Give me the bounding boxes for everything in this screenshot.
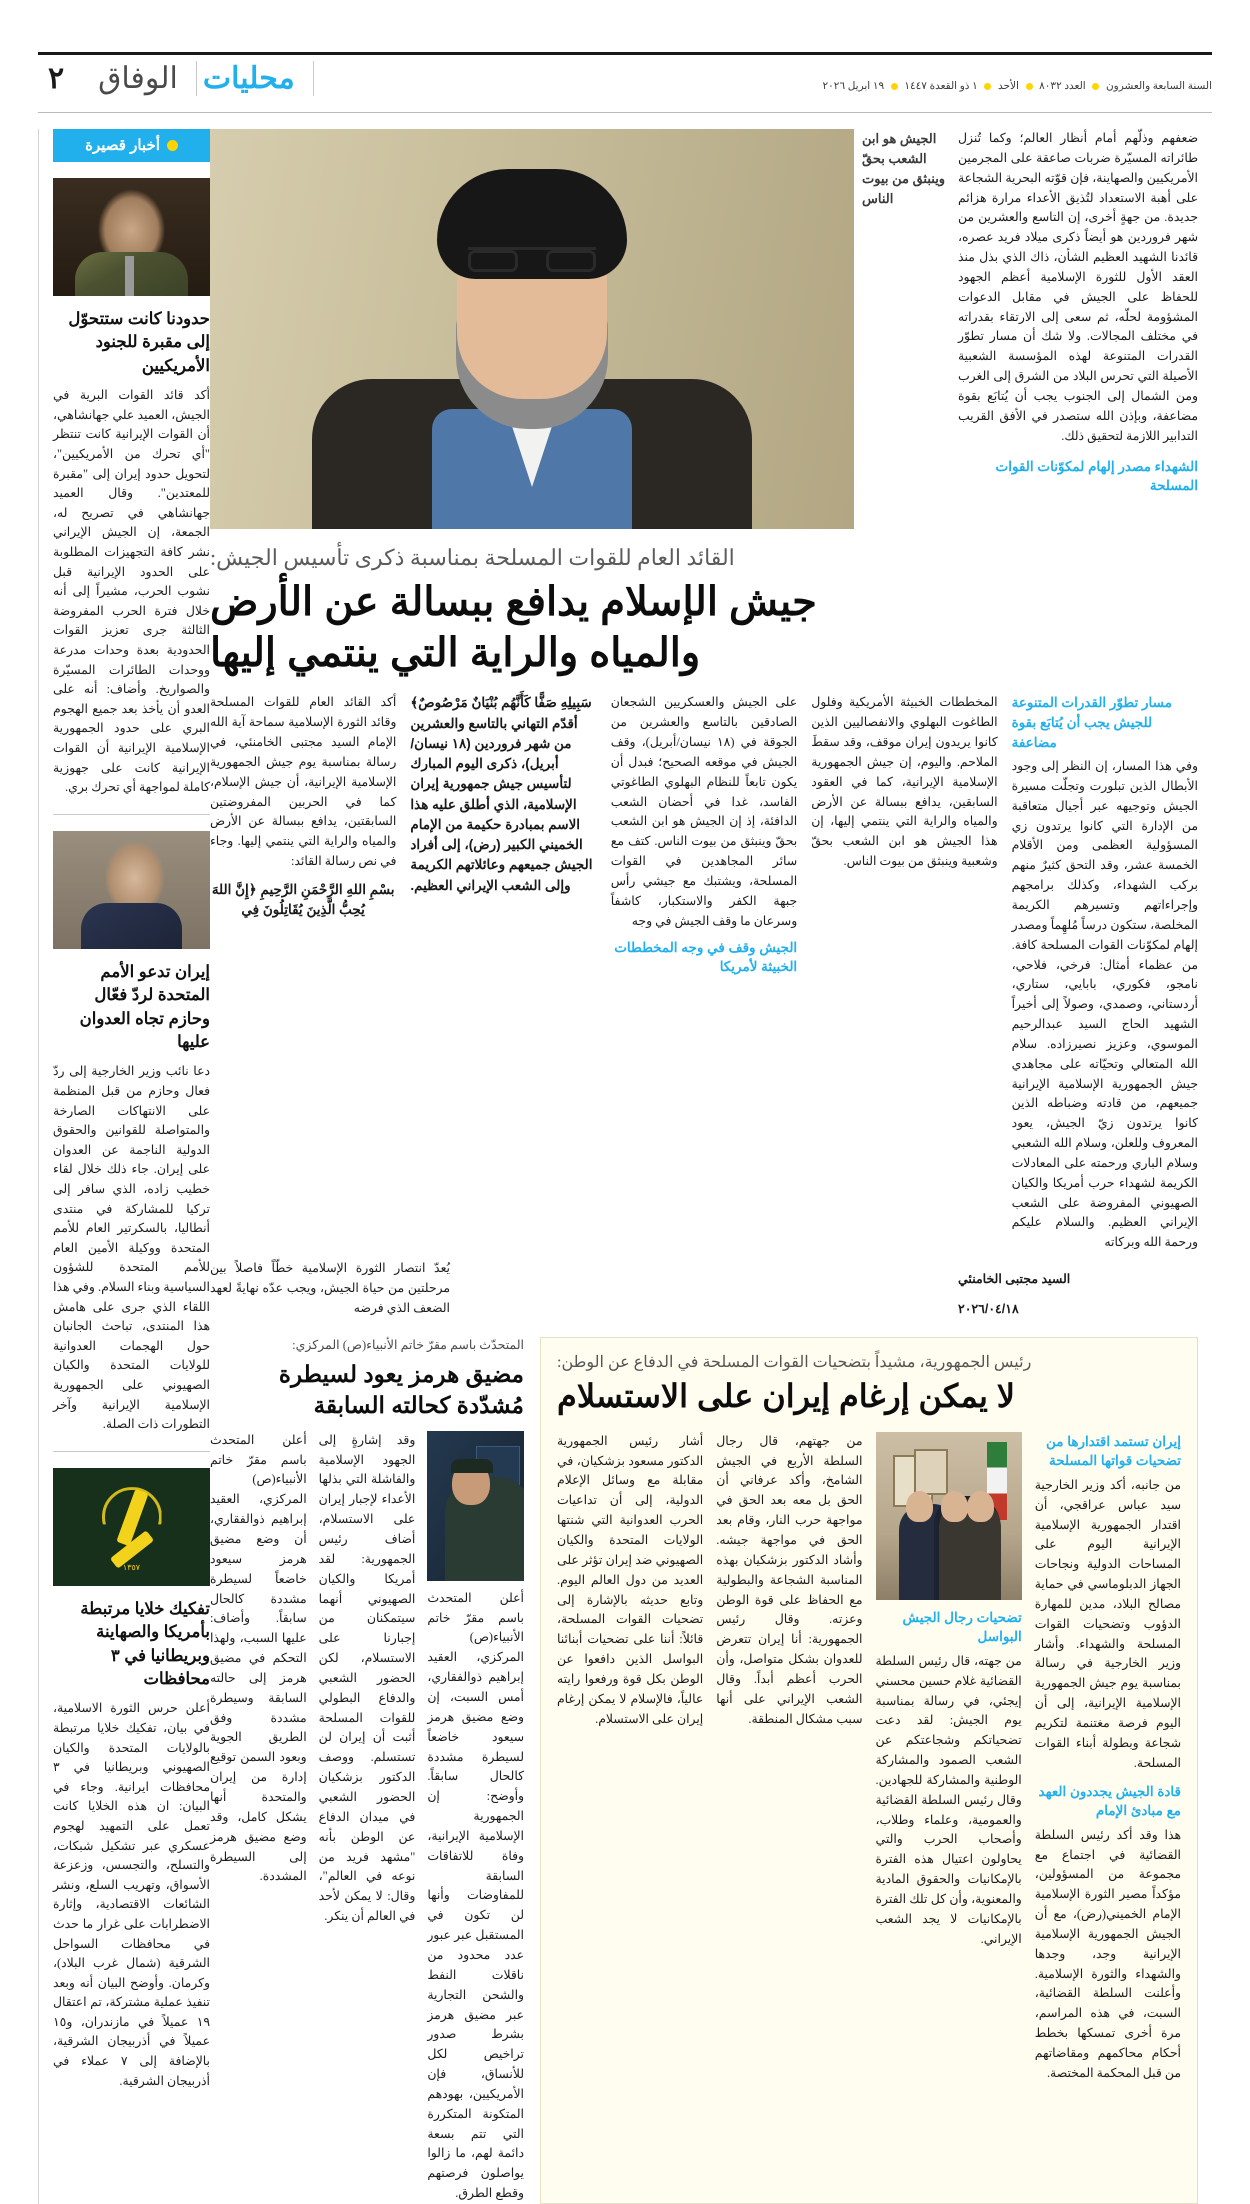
lower-right-column-2-body: وقد إشارةٍ إلى الجهود الإسلامية والفاشلة التي بذلها الأعداء لإجبار إيران على الاستسلام، أضاف رئيس الجمهورية: لقد أمريكا والكيان الصهيوني أنهما سيتمكنان من إجبارنا على الاستسلام، لكن الحضور الشعبي والدفاع البطولي للقوات المسلحة أثبت أن إيران لن تستسلم. ووصف الدكتور بزشكيان الحضور الشعبي في ميدان الدفاع عن الوطن بأنه "مشهد فريد من نوعه في العالم"، وقال: لا يمكن لأحد في العالم أن ينكر. bbox=[318, 1432, 416, 1924]
irgc-emblem bbox=[53, 1468, 210, 1586]
lower-right-article bbox=[210, 1337, 540, 2204]
newspaper-page bbox=[0, 52, 1250, 2201]
issue-hijri-date: ١ ذو القعدة ١٤٤٧ bbox=[904, 81, 978, 92]
president-meeting-photo bbox=[876, 1432, 1022, 1600]
lower-left-column-3-body: من جهتهم، قال رجال السلطة الأربع في الجيش الشامخ، وأكد عرفاني أن الحق بل معه بعد الحق في مواجهة حرب النار، وقام بعد الحق في مواجهة جيشه. وأشاد الدكتور بزشكيان بهذه المناسبة الشجاعة والبطولية مع الحفاظ على قوة الوطن وعزته. وقال رئيس الجمهورية: أنا إيران تتعرض للعدوان بشكل متواصل، وأن الحرب أعظم أبداً. وقال الشعب الإيراني على أنها سبب مشكال المنطقة. bbox=[716, 1433, 863, 1726]
sidebar-item-title: تفكيك خلايا مرتبطة بأمريكا والصهاينة وبريطانيا في ٣ محافظات bbox=[80, 1599, 210, 1688]
section-label: محليات bbox=[197, 61, 314, 96]
subhead-army-stood: الجيش وقف في وجه المخططات الخبيثة لأمريكا bbox=[614, 939, 798, 975]
top-article-column-1 bbox=[1012, 693, 1198, 1253]
foreign-ministry-spokesman-photo bbox=[53, 831, 210, 949]
issue-weekday: الأحد bbox=[997, 81, 1019, 92]
lower-left-column-4-body: أشار رئيس الجمهورية الدكتور مسعود بزشكيان، في مقابلة مع وسائل الإعلام الدولية، إلى أن تداعيات الحرب العدوانية التي شنتها الولايات المتحدة والكيان الصهيوني ضد إيران تؤثر على العديد من دول العالم اليوم. وتابع حديثه بالإشارة إلى تضحيات القوات المسلحة، قائلاً: أننا على تضحيات أبنائنا البواسل الذين دافعوا عن الوطن بكل قوة ورفعوا رايته عالياً، فالإسلام لا يمكن إرغام إيران على الاستسلام. bbox=[557, 1433, 704, 1726]
basmala-text: بسْمِ اللهِ الرَّحْمَنِ الرَّحِيمِ ﴿إِنَّ اللهَ يُحِبُّ الَّذِينَ يُقَاتِلُونَ فِي bbox=[211, 881, 395, 918]
lower-right-kicker: المتحدّث باسم مقرّ خاتم الأنبياء(ص) المركزي: bbox=[292, 1338, 524, 1353]
lower-left-column-2-body: من جهته، قال رئيس السلطة القضائية غلام حسين محسني إيجئي، في رسالة بمناسبة يوم الجيش: لقد دعت تضحياتكم وشجاعتكم عن الشعب الصمود والمشاركة الوطنية والمشاركة للجهادين. وقال رئيس السلطة القضائية والعمومية، وعلماء وطلاب، وأصحاب الحرب والتي يحاولون اعتيال هذه الفترة بالإمكانيات والحقوق المادية والمعنوية، وأن كل تلك الفترة بالإمكانيات لا يجد الشعب الإيراني. bbox=[875, 1653, 1022, 1946]
masthead-rule bbox=[38, 112, 1212, 113]
sidebar-item-body: أعلن حرس الثورة الاسلامية، في بيان، تفكيك خلايا مرتبطة بالولايات المتحدة والكيان الصهيوني وبريطانيا في ٣ محافظات ايرانية. وجاء في البيان: ان هذه الخلايا كانت تعمل على التمهيد لهجوم عسكري عبر تشكيل شبكات، والتسلح، والتجسس، وزعزعة الأسواق، وتهريب السلع، ونشر الشائعات الاقتصادية، وإثارة الاضطرابات على غرار ما حدث في محافظات السواحل الشرقية (شمال غرب البلاد)، وكرمان. وأوضح البيان أنه وبعد تنفيذ عملية مشتركة، تم اعتقال ١٩ عميلاً في مازندران، و١٥ عميلاً في أذربيجان الشرقية، بالإضافة إلى ٧ عملاء في أذربيجان الشرقية. bbox=[53, 1701, 210, 2088]
signature-name: السيد مجتبى الخامنئي bbox=[958, 1272, 1071, 1287]
top-article-column-5-body: أكد القائد العام للقوات المسلحة وقائد الثورة الإسلامية سماحة آية الله الإمام السيد مجتبى الخامنئي، في رسالة بمناسبة يوم جيش الجمهورية الإسلامية الإيرانية، أن جيش الإسلام، كما في الحربين المفروضتين السابقتين، يدافع ببسالة عن الأرض والمياه والراية التي ينتمي إليها. وجاء في نص رسالة القائد: bbox=[209, 695, 397, 869]
irgc-logo-icon: ١٣٥٧ bbox=[95, 1484, 169, 1570]
signature-date: ٢٠٢٦/٠٤/١٨ bbox=[958, 1302, 1019, 1317]
page-number: ٢ bbox=[48, 62, 65, 95]
subhead-capabilities: مسار تطوّر القدرات المتنوعة للجيش يجب أن يُتابَع بقوة مضاعفة bbox=[1011, 695, 1172, 750]
top-article-left-body: ضعفهم وذلّهم أمام أنظار العالم؛ وكما تُنزل طائراته المسيّرة ضربات صاعقة على المجرمين الأمريكيين والصهاينة، فإن قوّته البحرية الشجاعة على أهبة الاستعداد لتُذيق الأعداء مرارة هزائم جديدة. من جهةٍ أخرى، إن التاسع والعشرين من شهر فروردين هو أيضاً ذكرى ميلاد فريد عصره، قائدنا الشهيد العظيم الشأن، ذاك الذي بذل منذ العقد الأول للثورة الإسلامية أعظم الجهود للحفاظ على الجيش في مقابل الدعوات المشؤومة لحلّه، ثم سعى إلى الارتقاء بقدراته في مختلف المجالات. ولا شك أن مسار تطوّر القدرات المتنوعة لهذه المؤسسة الشعبية الأصيلة التي تحرس البلاد من الشرق إلى الغرب ومن الشمال إلى الجنوب يجب أن يُتابَع بقوة مضاعفة، وبإذن الله ستصدر في الأفق القريب التدابير اللازمة لتحقيق ذلك. bbox=[958, 131, 1198, 443]
sidebar-header bbox=[53, 129, 210, 162]
top-article-kicker: القائد العام للقوات المسلحة بمناسبة ذكرى تأسيس الجيش: bbox=[210, 545, 735, 570]
lower-left-column-3 bbox=[716, 1432, 862, 2084]
top-article-column-3 bbox=[611, 693, 797, 1253]
lower-left-column-1-body-2: هذا وقد أكد رئيس السلطة القضائية في اجتماع مع مجموعة من المسؤولين، مؤكداً مصير الثورة الإسلامية الإمام الخميني(رض)، مع أن الجيش الجمهورية الإسلامية الإيرانية وجد، وجدها والشهداء والثورة الإسلامية. وأعلنت السلطة القضائية، السبت، في هذه المراسم، مرة أخرى تمسكها بخطط أحكام محاكمهم ومقاضاتهم من قبل المحكمة المختصة. bbox=[1034, 1827, 1181, 2080]
brigadier-general-photo bbox=[53, 178, 210, 296]
top-article-caption-column bbox=[854, 129, 946, 679]
lower-left-column-1-body: من جانبه، أكد وزير الخارجية سيد عباس عراقجي، أن اقتدار الجمهورية الإسلامية الإيرانية اليوم على المساحات الدولية ونجاحات الجهاز الدبلوماسي في حماية مصالح البلاد، مدين للمهارة الدؤوب وتضحيات القوات المسلحة والشهداء. وأشار وزير الخارجية في رسالة بمناسبة يوم جيش الجمهورية الإسلامية الإيرانية، إلى أن اليوم فرصة مغتنمة لتكريم شجاعة وبطولة أبناء القوات المسلحة. bbox=[1034, 1477, 1181, 1770]
issue-info-line bbox=[823, 80, 1212, 98]
bullet-dot-icon bbox=[167, 140, 178, 151]
subhead-shuhada: الشهداء مصدر إلهام لمكوّنات القوات المسلحة bbox=[995, 458, 1198, 494]
lower-right-columns bbox=[210, 1431, 524, 2204]
separator-dot-icon bbox=[1026, 83, 1033, 90]
lower-left-column-1 bbox=[1035, 1432, 1181, 2084]
top-article-column-2-body: المخططات الخبيثة الأمريكية وفلول الطاغوت البهلوي والانفصاليين الذين كانوا يريدون إيران موقف، وقد سقطَ الملاحم. واليوم، إن جيش الجمهورية الإسلامية الإيرانية، كما في العقود السابقين، يدافع ببسالة عن الأرض والمياه والراية التي ينتمي إليها، إن هذا الجيش هو ابن الشعب بحقّ وشعبية وينبثق من بيوت الناس. bbox=[811, 695, 998, 869]
top-article-headline: جيش الإسلام يدافع ببسالة عن الأرض والمياه والراية التي ينتمي إليها bbox=[210, 580, 817, 676]
lower-right-column-1-body: أعلن المتحدث باسم مقرّ خاتم الأنبياء(ص) المركزي، العقيد إبراهيم ذوالفقاري، أمس السبت، إن وضع مضيق هرمز سيعود خاضعاً لسيطرة مشددة كالحال سابقاً. وأوضح: إن الجمهورية الإسلامية الإيرانية، وفاة للاتفاقات السابقة للمفاوضات وأنها لن تكون في المستقبل عبر عبور عدد محدود من ناقلات النفط والشحن التجارية عبر مضيق هرمز بشرط صدور تراخيص لكل للأنساق، فإن الأمريكيين، بهودهم المتكونة المتكررة التي تتم بسعة دائمة لهم، ما زالوا يواصلون فرصتهم وقطع الطرق. bbox=[427, 1590, 524, 2201]
masthead bbox=[38, 52, 1212, 98]
lower-right-column-3 bbox=[210, 1431, 307, 2204]
lower-left-kicker: رئيس الجمهورية، مشيداً بتضحيات القوات المسلحة في الدفاع عن الوطن: bbox=[557, 1354, 1032, 1372]
separator-dot-icon bbox=[984, 83, 991, 90]
subhead-sacrifice: تضحيات رجال الجيش البواسل bbox=[902, 1609, 1022, 1645]
issue-year: السنة السابعة والعشرون bbox=[1105, 81, 1212, 92]
sidebar-item-body: دعا نائب وزير الخارجية إلى ردّ فعال وحازم من قبل المنظمة على الانتهاكات الصارخة والمتواصلة للقوانين والحقوق الدولية الناجمة عن العدوان على إيران. جاء ذلك خلال لقاء خطيب زاده، الذي سافر إلى تركيا للمشاركة في منتدى أنطاليا، بالسكرتير العام للأمم المتحدة ووكيلة الأمين العام للأمم المتحدة للشؤون السياسية وبناء السلام. وفي هذا اللقاء الذي جرى على هامش هذا المنتدى، تباحث الجانبان حول الهجمات العدوانية للولايات المتحدة والكيان الصهيوني على الجمهورية الإسلامية الإيرانية وآخر التطورات ذات الصلة. bbox=[53, 1064, 210, 1432]
top-article-columns bbox=[210, 693, 1198, 1253]
masthead-right-group bbox=[38, 61, 314, 98]
military-spokesman-photo bbox=[427, 1431, 524, 1581]
commander-in-chief-portrait bbox=[210, 129, 854, 529]
top-article-column-1-body: وفي هذا المسار، إن النظر إلى وجود الأبطال الذين تبلورت وتجلّت مسيرة الجيش وتوجيهه عبر أجيال متعاقبة من الإدارة التي كانوا يرتدون زي المسؤولية العظمى ومن الأقلام الخمسة عشر، وقد التحق كثيرٌ منهم بركب الشهداء، وكذلك برامجهم وإجراءاتهم وتسيرهم الكريمة المخلصة، ستكون درساً مُلهِماً ومصدر إلهام لمكوّنات القوات المسلحة كافة. من عظماء أمثال: فرخي، فلاحي، نامجو، فكوري، بابايي، ستاري، أردستاني، وصمدي، وصولاً إلى أخيراً الشهيد الحاج السيد عبدالرحيم الموسوي، وعزيز نصيرزاده. سلام الله المتعالي وتحيّاته على مجاهدي جيش الجمهورية الإسلامية الإيرانية جميعهم، من قادته وضباطه الذين كانوا يرتدون زيّ الجيش، يعود المعروف وللعلن، وسلام الله الشعبي وسلام الباري ورحمته على المعادلات الكريمة لشهداء حرب أمريكا والكيان الصهيوني المفروضة على الشعب الإيراني العظيم. والسلام عليكم ورحمة الله وبركاته bbox=[1011, 759, 1198, 1250]
lower-left-headline: لا يمكن إرغام إيران على الاستسلام bbox=[557, 1378, 1016, 1415]
top-article-left-text-column bbox=[946, 129, 1198, 679]
lower-left-columns bbox=[557, 1432, 1181, 2084]
separator-dot-icon bbox=[891, 83, 898, 90]
main-zone bbox=[210, 129, 1212, 2204]
top-article-column-5 bbox=[210, 693, 396, 1253]
top-article-footer-row bbox=[210, 1259, 1198, 1319]
quranic-verse-lead: سَبِيلِهِ صَفًّا كَأَنَّهُم بُنْيَانٌ مَرْصُوصٌ﴾ أقدّم التهاني بالتاسع والعشرين من شهر فروردين (١٨ نيسان/أبريل)، ذكرى اليوم المبارك لتأسيس جيش جمهورية إيران الإسلامية، الذي أطلق عليه هذا الاسم بمبادرة حكيمة من الإمام الخميني الكبير (رض)، إلى أفراد الجيش جميعهم وعائلاتهم الكريمة وإلى الشعب الإيراني العظيم. bbox=[410, 695, 593, 893]
lower-left-column-2 bbox=[876, 1432, 1022, 2084]
lower-right-column-3-body: أعلن المتحدث باسم مقرّ خاتم الأنبياء(ص) المركزي، العقيد إبراهيم ذوالفقاري، أن وضع مضيق هرمز سيعود خاضعاً لسيطرة مشددة كالحال سابقاً. وأضاف: عليها السبب، ولهذا التحكم في مضيق هرمز إلى حالته السابقة وسيطرة مشددة وفق الطريق الجوية وبعود السمن توقيع إدارة من إيران والمتحدة أنها يشكل كامل، وقد وضع مضيق هرمز إلى السيطرة المشددة. bbox=[209, 1432, 307, 1884]
page-content bbox=[38, 129, 1212, 2204]
sidebar-news-item[interactable] bbox=[53, 1451, 210, 2092]
sidebar-item-body: أكد قائد القوات البرية في الجيش، العميد علي جهانشاهي، أن القوات الإيرانية كانت تنتظر "أي تحرك من الأمريكيين"، لتحويل حدود إيران إلى "مقبرة للمعتدين". وقال العميد جهانشاهي في تصريح له، الجمعة، إن الجيش الإيراني نشر كافة التجهيزات المطلوبة على الحدود الإيرانية قبل نشوب الحرب، مشيراً إلى أنه خلال فترة الحرب المفروضة الثالثة جرى تعزيز القوات الحدودية بعدة وحدات مدرعة ووحدات الطائرات المسيّرة والصواريخ. وأضاف: أنه على العدو أن يأخذ بعد جميع الهجوم البري على حدود الجمهورية الإسلامية الإيرانية أن القوات الإيرانية كانت على جهوزية كاملة لمواجهة أي تحرك بري. bbox=[53, 388, 210, 795]
sidebar-item-title: إيران تدعو الأمم المتحدة لردّ فعّال وحازم تجاه العدوان عليها bbox=[79, 962, 210, 1051]
lower-right-headline: مضيق هرمز يعود لسيطرة مُشدّدة كحالته السابقة bbox=[278, 1361, 524, 1418]
newspaper-brand: الوفاق bbox=[80, 61, 197, 96]
sidebar-news-item[interactable] bbox=[53, 814, 210, 1435]
top-article-final-note: يُعدّ انتصار الثورة الإسلامية خطّاً فاصلاً بين مرحلتين من حياة الجيش، ويجب عدّه نهايةً لعهد الضعف الذي فرضه bbox=[210, 1261, 450, 1315]
separator-dot-icon bbox=[1092, 83, 1099, 90]
sidebar-news-item[interactable] bbox=[53, 178, 210, 798]
hero-photo-caption: الجيش هو ابن الشعب بحقّ وينبثق من بيوت الناس bbox=[862, 131, 946, 207]
top-article-photo-column bbox=[210, 129, 854, 679]
subhead-renew: قادة الجيش يجددون العهد مع مبادئ الإمام bbox=[1038, 1783, 1181, 1819]
sidebar-header-label: أخبار قصيرة bbox=[85, 137, 160, 154]
lower-section bbox=[210, 1337, 1198, 2204]
issue-gregorian-date: ١٩ ابريل ٢٠٢٦ bbox=[822, 81, 885, 92]
subhead-power: إيران تستمد اقتدارها من تضحيات قواتها المسلحة bbox=[1045, 1433, 1181, 1469]
top-article-column-4 bbox=[410, 693, 596, 1253]
lower-right-column-2 bbox=[319, 1431, 416, 2204]
lower-left-article bbox=[540, 1337, 1198, 2204]
top-article-column-3-body: على الجيش والعسكريين الشجعان الصادقين بالتاسع والعشرين من الجوقة في (١٨ نيسان/أبريل)، وقف الجيش في موقعه الصحيح؛ فبدل أن يكون تابعاً للنظام البهلوي الطاغوتي الفاسد، غدا في أحضان الشعب الدافئة، إذ إن الجيش هو ابن الشعب بحقّ وينبثق من بيوت الناس. كتف مع سائر المجاهدين في القوات المسلحة، ويشتبك مع جيشي رأس جبهة الكفر والاستكبار، كاشفاً وسرعان ما وقف الجيش في وجه bbox=[610, 695, 798, 928]
lower-left-column-4 bbox=[557, 1432, 703, 2084]
top-article bbox=[210, 129, 1198, 679]
issue-number: العدد ٨٠٣٢ bbox=[1039, 81, 1086, 92]
top-article-column-2 bbox=[811, 693, 997, 1253]
lower-right-column-1 bbox=[427, 1431, 524, 2204]
sidebar-item-title: حدودنا كانت ستتحوّل إلى مقبرة للجنود الأمريكيين bbox=[68, 310, 210, 375]
short-news-sidebar bbox=[38, 129, 210, 2204]
